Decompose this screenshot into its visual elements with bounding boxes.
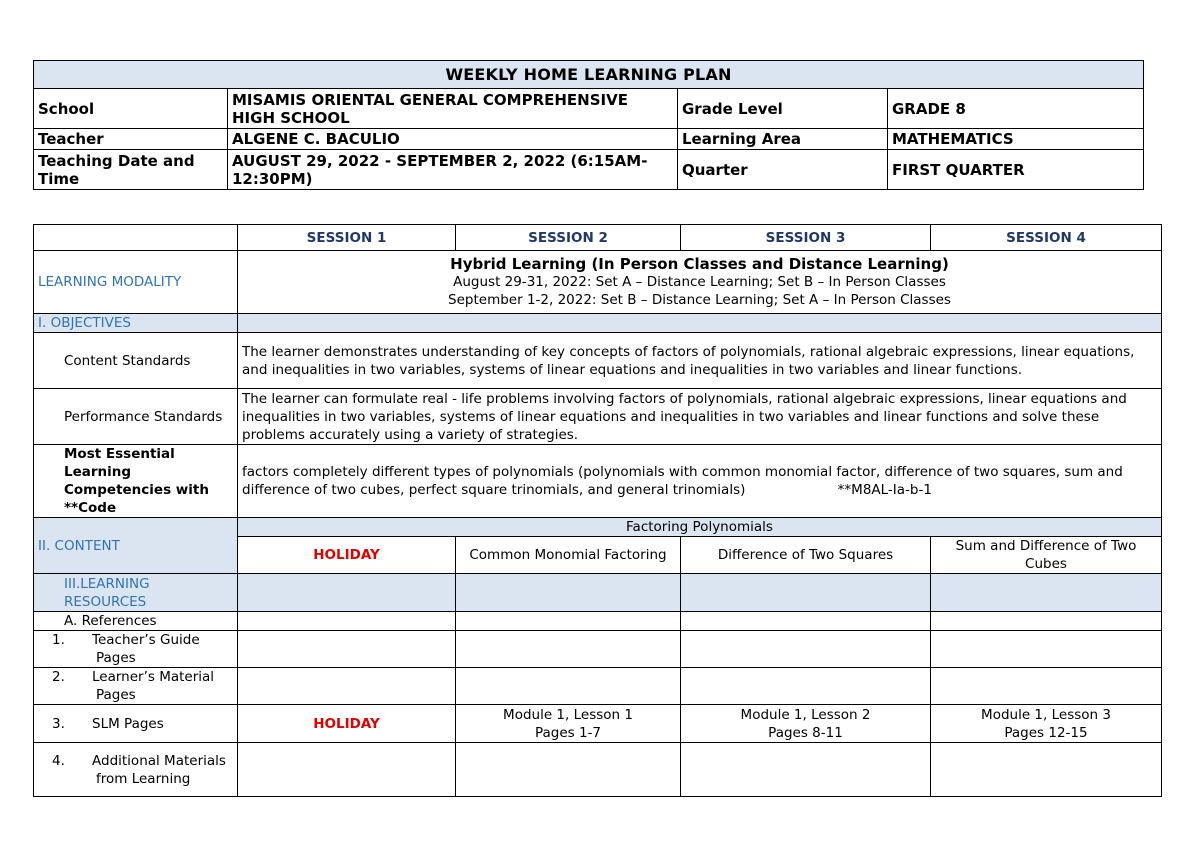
slm-pages-label [34,705,238,743]
content-session-2: Common Monomial Factoring [456,537,681,574]
learning-plan-table [33,224,1162,797]
melc-row [34,445,1162,518]
document-title: WEEKLY HOME LEARNING PLAN [34,61,1144,89]
session-2-header: SESSION 2 [456,225,681,251]
quarter-label: Quarter [678,150,888,190]
objectives-blank [238,314,1162,333]
content-standards-label: Content Standards [34,333,238,389]
modality-line-2: September 1-2, 2022: Set B – Distance Learning; Set A – In Person Classes [448,292,951,308]
lm-blank-4 [931,668,1162,705]
teaching-date-value: AUGUST 29, 2022 - SEPTEMBER 2, 2022 (6:15AM-12:30PM) [228,150,678,190]
slm-session-3 [681,705,931,743]
teachers-guide-text: Teacher’s Guide Pages [92,632,200,666]
slm-session-1: HOLIDAY [238,705,456,743]
tg-blank-1 [238,631,456,668]
teaching-date-label: Teaching Date and Time [34,150,228,190]
slm-session-3-pages: Pages 8-11 [768,724,843,741]
slm-session-4-module: Module 1, Lesson 3 [981,706,1111,723]
tg-blank-3 [681,631,931,668]
school-label: School [34,89,228,129]
teachers-guide-row [34,631,1162,668]
grade-level-value: GRADE 8 [888,89,1144,129]
lm-blank-3 [681,668,931,705]
content-topic: Factoring Polynomials [238,518,1162,537]
modality-line-1: August 29-31, 2022: Set A – Distance Learning; Set B – In Person Classes [453,274,946,290]
resources-blank-4 [931,574,1162,612]
objectives-row [34,314,1162,333]
learning-modality-row [34,251,1162,314]
additional-materials-text: Additional Materials from Learning [92,752,226,787]
learning-modality-cell [238,251,1162,314]
learning-resources-label: III.LEARNING RESOURCES [34,574,238,612]
add-blank-2 [456,743,681,797]
slm-pages-row [34,705,1162,743]
tg-blank-4 [931,631,1162,668]
sessions-header-row [34,225,1162,251]
learners-material-label [34,668,238,705]
blank-corner-cell [34,225,238,251]
teachers-guide-label [34,631,238,668]
melc-label: Most Essential Learning Competencies with **Code [34,445,238,518]
learners-material-text: Learner’s Material Pages [92,669,215,703]
learning-resources-row [34,574,1162,612]
melc-code: **M8AL-Ia-b-1 [837,482,932,498]
teacher-label: Teacher [34,129,228,150]
learning-area-value: MATHEMATICS [888,129,1144,150]
references-blank-3 [681,612,931,631]
learners-material-num: 2. [52,669,65,685]
header-table [33,60,1144,190]
grade-level-label: Grade Level [678,89,888,129]
lm-blank-1 [238,668,456,705]
slm-session-4-pages: Pages 12-15 [1004,724,1088,741]
additional-materials-num: 4. [52,752,65,769]
content-label: II. CONTENT [34,518,238,574]
resources-blank-2 [456,574,681,612]
content-session-4: Sum and Difference of Two Cubes [931,537,1162,574]
references-label: A. References [34,612,238,631]
content-standards-text: The learner demonstrates understanding of key concepts of factors of polynomials, rational algebraic expressions, linear equations, and inequalities in two variables, systems of linear equations and inequalities in two variables and linear functions. [238,333,1162,389]
learning-area-label: Learning Area [678,129,888,150]
additional-materials-row [34,743,1162,797]
references-blank-2 [456,612,681,631]
objectives-label: I. OBJECTIVES [34,314,238,333]
slm-session-2-pages: Pages 1-7 [534,724,602,741]
tg-blank-2 [456,631,681,668]
modality-title: Hybrid Learning (In Person Classes and Distance Learning) [450,255,949,273]
slm-session-3-module: Module 1, Lesson 2 [740,706,871,723]
content-standards-row [34,333,1162,389]
additional-materials-label [34,743,238,797]
resources-blank-3 [681,574,931,612]
school-value: MISAMIS ORIENTAL GENERAL COMPREHENSIVE HIGH SCHOOL [228,89,678,129]
quarter-value: FIRST QUARTER [888,150,1144,190]
teachers-guide-num: 1. [52,632,65,648]
references-row [34,612,1162,631]
performance-standards-label: Performance Standards [34,389,238,445]
performance-standards-row [34,389,1162,445]
content-session-3: Difference of Two Squares [681,537,931,574]
learners-material-row [34,668,1162,705]
resources-blank-1 [238,574,456,612]
teacher-value: ALGENE C. BACULIO [228,129,678,150]
learning-modality-label: LEARNING MODALITY [34,251,238,314]
content-topic-row [34,518,1162,537]
melc-text: factors completely different types of polynomials (polynomials with common monomial factor, difference of two squares, sum and difference of two cubes, perfect square trinomials, and general trinomials) [242,464,1123,498]
add-blank-3 [681,743,931,797]
melc-cell [238,445,1162,518]
session-4-header: SESSION 4 [931,225,1162,251]
performance-standards-text: The learner can formulate real - life problems involving factors of polynomials, rational algebraic expressions, linear equations and inequalities in two variables, systems of linear equations and inequalities in two variables and linear functions and solve these problems accurately using a variety of strategies. [238,389,1162,445]
slm-pages-num: 3. [52,715,65,732]
add-blank-1 [238,743,456,797]
slm-pages-text: SLM Pages [92,715,164,732]
add-blank-4 [931,743,1162,797]
lm-blank-2 [456,668,681,705]
session-3-header: SESSION 3 [681,225,931,251]
slm-session-2 [456,705,681,743]
slm-session-2-module: Module 1, Lesson 1 [503,706,633,723]
session-1-header: SESSION 1 [238,225,456,251]
references-blank-1 [238,612,456,631]
slm-session-4 [931,705,1162,743]
references-blank-4 [931,612,1162,631]
content-session-1: HOLIDAY [238,537,456,574]
